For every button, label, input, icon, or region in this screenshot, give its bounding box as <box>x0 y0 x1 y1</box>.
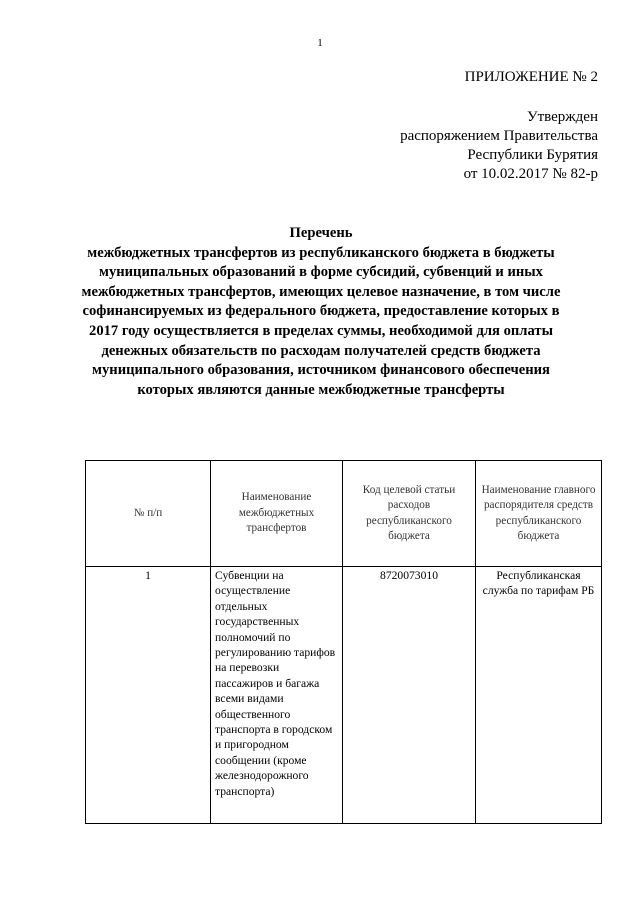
attachment-label: ПРИЛОЖЕНИЕ № 2 <box>464 69 598 85</box>
approval-block <box>318 108 598 184</box>
title-line: муниципальных образований в форме субсидий, субвенций и иных <box>99 264 543 281</box>
approval-line: Республики Бурятия <box>467 147 598 163</box>
document-title <box>60 224 582 400</box>
cell-name: Субвенции на осуществление отдельных государственных полномочий по регулированию тарифов на перевозки пассажиров и багажа всеми видами общественного транспорта в городском и пригородном сообщении (кроме железнодорожного транспорта) <box>211 567 343 824</box>
approval-line: Утвержден <box>526 109 598 125</box>
approval-line: от 10.02.2017 № 82-р <box>463 166 598 182</box>
header-code: Код целевой статьи расходов республиканского бюджета <box>343 461 476 567</box>
title-line: межбюджетных трансфертов из республиканского бюджета в бюджеты <box>87 244 555 261</box>
title-line: Перечень <box>289 225 353 241</box>
title-line: которых являются данные межбюджетные трансферты <box>137 381 505 398</box>
header-name: Наименование межбюджетных трансфертов <box>211 461 343 567</box>
title-line: межбюджетных трансфертов, имеющих целевое назначение, в том числе <box>81 283 561 300</box>
cell-code: 8720073010 <box>343 567 476 824</box>
table-header-row <box>86 461 602 567</box>
cell-administrator: Республиканская служба по тарифам РБ <box>476 567 602 824</box>
transfers-table <box>85 460 602 824</box>
header-administrator: Наименование главного распорядителя средств республиканского бюджета <box>476 461 602 567</box>
table-row <box>86 567 602 824</box>
approval-line: распоряжением Правительства <box>400 128 598 144</box>
page-number: 1 <box>317 37 323 49</box>
title-line: денежных обязательств по расходам получателей средств бюджета <box>101 342 541 359</box>
header-number: № п/п <box>86 461 211 567</box>
title-line: муниципального образования, источником финансового обеспечения <box>92 362 550 379</box>
title-line: 2017 году осуществляется в пределах суммы, необходимой для оплаты <box>89 322 553 339</box>
cell-number: 1 <box>86 567 211 824</box>
title-line: софинансируемых из федерального бюджета, предоставление которых в <box>82 303 560 320</box>
